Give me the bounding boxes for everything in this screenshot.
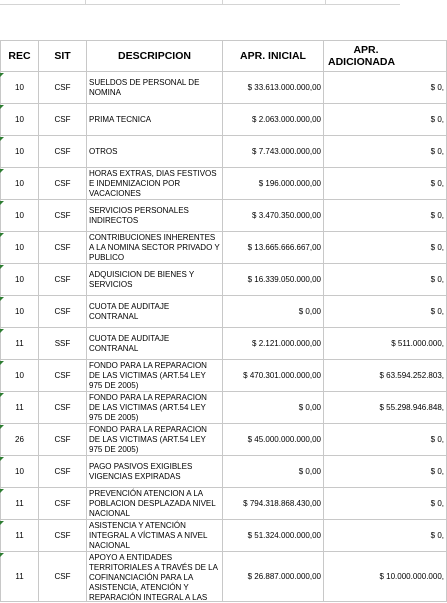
description-text: SUELDOS DE PERSONAL DE NOMINA — [89, 77, 200, 97]
table-row — [1, 488, 447, 520]
cell-apr-adicionada[interactable]: $ 0, — [324, 72, 447, 104]
cell-comment-indicator — [0, 425, 4, 429]
cell-sit[interactable]: CSF — [39, 488, 87, 520]
cell-apr-inicial[interactable]: $ 7.743.000.000,00 — [223, 136, 324, 168]
cell-comment-indicator — [0, 393, 4, 397]
cell-apr-inicial[interactable]: $ 3.470.350.000,00 — [223, 200, 324, 232]
cell-rec[interactable]: 26 — [1, 424, 39, 456]
description-text: FONDO PARA LA REPARACION DE LAS VICTIMAS (ART.54 LEY 975 DE 2005) — [89, 360, 207, 390]
cell-comment-indicator — [0, 361, 4, 365]
cell-descripcion[interactable] — [87, 104, 223, 136]
cell-comment-indicator — [0, 329, 4, 333]
cell-sit[interactable]: CSF — [39, 232, 87, 264]
cell-apr-adicionada[interactable]: $ 0, — [324, 520, 447, 552]
table-row — [1, 232, 447, 264]
cell-apr-inicial[interactable]: $ 51.324.000.000,00 — [223, 520, 324, 552]
cell-comment-indicator — [0, 73, 4, 77]
cell-descripcion[interactable] — [87, 424, 223, 456]
budget-table — [0, 40, 447, 602]
cell-sit[interactable]: CSF — [39, 552, 87, 602]
cell-comment-indicator — [0, 265, 4, 269]
table-row — [1, 552, 447, 602]
cell-descripcion[interactable] — [87, 296, 223, 328]
cell-comment-indicator — [0, 553, 4, 557]
description-text: SERVICIOS PERSONALES INDIRECTOS — [89, 205, 189, 225]
cell-apr-inicial[interactable]: $ 2.121.000.000,00 — [223, 328, 324, 360]
cell-descripcion[interactable] — [87, 392, 223, 424]
sheet-top-border — [0, 0, 400, 5]
cell-sit[interactable]: CSF — [39, 72, 87, 104]
cell-sit[interactable]: CSF — [39, 200, 87, 232]
cell-apr-adicionada[interactable]: $ 10.000.000.000, — [324, 552, 447, 602]
description-text: FONDO PARA LA REPARACION DE LAS VICTIMAS (ART.54 LEY 975 DE 2005) — [89, 424, 207, 454]
cell-apr-inicial[interactable]: $ 794.318.868.430,00 — [223, 488, 324, 520]
description-text: ASISTENCIA Y ATENCIÓN INTEGRAL A VÍCTIMAS A NIVEL NACIONAL — [89, 520, 208, 550]
header-row — [1, 41, 447, 72]
cell-comment-indicator — [0, 105, 4, 109]
cell-descripcion[interactable] — [87, 456, 223, 488]
cell-apr-adicionada[interactable]: $ 0, — [324, 264, 447, 296]
header-apr-adicionada-line1: APR. — [353, 44, 379, 56]
description-text: ADQUISICION DE BIENES Y SERVICIOS — [89, 269, 195, 289]
table-row — [1, 136, 447, 168]
table-row — [1, 168, 447, 200]
cell-rec[interactable]: 10 — [1, 200, 39, 232]
cell-apr-inicial[interactable]: $ 470.301.000.000,00 — [223, 360, 324, 392]
cell-comment-indicator — [0, 297, 4, 301]
cell-comment-indicator — [0, 137, 4, 141]
cell-descripcion[interactable] — [87, 360, 223, 392]
cell-apr-adicionada[interactable]: $ 0, — [324, 136, 447, 168]
cell-rec[interactable]: 11 — [1, 552, 39, 602]
cell-rec[interactable]: 10 — [1, 264, 39, 296]
header-rec[interactable]: REC — [1, 41, 39, 72]
description-text: CUOTA DE AUDITAJE CONTRANAL — [89, 301, 170, 321]
cell-comment-indicator — [0, 233, 4, 237]
cell-sit[interactable]: CSF — [39, 520, 87, 552]
cell-apr-adicionada[interactable]: $ 0, — [324, 168, 447, 200]
cell-descripcion[interactable] — [87, 520, 223, 552]
cell-rec[interactable]: 11 — [1, 392, 39, 424]
cell-apr-inicial[interactable]: $ 196.000.000,00 — [223, 168, 324, 200]
cell-comment-indicator — [0, 489, 4, 493]
description-text: OTROS — [89, 146, 118, 156]
description-text: PRIMA TECNICA — [89, 114, 152, 124]
cell-rec[interactable]: 10 — [1, 360, 39, 392]
cell-descripcion[interactable] — [87, 168, 223, 200]
header-apr-adicionada-line2: ADICIONADA — [328, 56, 396, 68]
cell-apr-inicial[interactable]: $ 0,00 — [223, 392, 324, 424]
table-row — [1, 424, 447, 456]
cell-sit[interactable]: CSF — [39, 392, 87, 424]
cell-apr-inicial[interactable]: $ 2.063.000.000,00 — [223, 104, 324, 136]
cell-apr-adicionada[interactable]: $ 0, — [324, 424, 447, 456]
table-row — [1, 520, 447, 552]
cell-apr-adicionada[interactable]: $ 0, — [324, 488, 447, 520]
table-row — [1, 72, 447, 104]
cell-rec[interactable]: 11 — [1, 520, 39, 552]
cell-apr-inicial[interactable]: $ 45.000.000.000,00 — [223, 424, 324, 456]
cell-sit[interactable]: CSF — [39, 360, 87, 392]
cell-sit[interactable]: CSF — [39, 168, 87, 200]
cell-comment-indicator — [0, 169, 4, 173]
cell-sit[interactable]: CSF — [39, 424, 87, 456]
cell-descripcion[interactable] — [87, 72, 223, 104]
cell-apr-adicionada[interactable]: $ 511.000.000, — [324, 328, 447, 360]
cell-apr-inicial[interactable]: $ 26.887.000.000,00 — [223, 552, 324, 602]
description-text: FONDO PARA LA REPARACION DE LAS VICTIMAS (ART.54 LEY 975 DE 2005) — [89, 392, 207, 422]
cell-apr-adicionada[interactable]: $ 0, — [324, 104, 447, 136]
cell-apr-adicionada[interactable]: $ 0, — [324, 200, 447, 232]
header-descripcion[interactable]: DESCRIPCION — [87, 41, 223, 72]
cell-apr-adicionada[interactable]: $ 0, — [324, 456, 447, 488]
header-sit[interactable]: SIT — [39, 41, 87, 72]
cell-apr-adicionada[interactable]: $ 63.594.252.803, — [324, 360, 447, 392]
table-row — [1, 456, 447, 488]
cell-sit[interactable]: CSF — [39, 296, 87, 328]
cell-apr-inicial[interactable]: $ 0,00 — [223, 296, 324, 328]
cell-descripcion[interactable] — [87, 328, 223, 360]
description-text: PREVENCIÓN ATENCION A LA POBLACION DESPLAZADA NIVEL NACIONAL — [89, 488, 216, 518]
description-text: HORAS EXTRAS, DIAS FESTIVOS E INDEMNIZACION POR VACACIONES — [89, 168, 217, 198]
cell-descripcion[interactable] — [87, 200, 223, 232]
cell-comment-indicator — [0, 201, 4, 205]
cell-rec[interactable]: 10 — [1, 104, 39, 136]
description-text: CUOTA DE AUDITAJE CONTRANAL — [89, 333, 170, 353]
description-text: CONTRIBUCIONES INHERENTES A LA NOMINA SECTOR PRIVADO Y PUBLICO — [89, 232, 220, 262]
cell-sit[interactable]: CSF — [39, 456, 87, 488]
cell-rec[interactable]: 11 — [1, 488, 39, 520]
cell-sit[interactable]: CSF — [39, 264, 87, 296]
description-text: PAGO PASIVOS EXIGIBLES VIGENCIAS EXPIRADAS — [89, 461, 193, 481]
cell-rec[interactable]: 10 — [1, 456, 39, 488]
cell-comment-indicator — [0, 457, 4, 461]
cell-rec[interactable]: 10 — [1, 232, 39, 264]
cell-rec[interactable]: 10 — [1, 296, 39, 328]
table-row — [1, 104, 447, 136]
cell-sit[interactable]: CSF — [39, 136, 87, 168]
cell-apr-adicionada[interactable]: $ 55.298.946.848, — [324, 392, 447, 424]
header-apr-adicionada[interactable] — [324, 41, 447, 72]
cell-rec[interactable]: 10 — [1, 168, 39, 200]
cell-rec[interactable]: 10 — [1, 136, 39, 168]
cell-descripcion[interactable] — [87, 232, 223, 264]
cell-apr-inicial[interactable]: $ 13.665.666.667,00 — [223, 232, 324, 264]
table-row — [1, 328, 447, 360]
table-row — [1, 392, 447, 424]
cell-apr-adicionada[interactable]: $ 0, — [324, 232, 447, 264]
table-row — [1, 360, 447, 392]
description-text: APOYO A ENTIDADES TERRITORIALES A TRAVÉS DE LA COFINANCIACIÓN PARA LA ASISTENCIA, ATENCIÓN Y REPARACIÓN INTEGRAL A LAS — [89, 552, 218, 602]
header-apr-inicial[interactable]: APR. INICIAL — [223, 41, 324, 72]
cell-apr-inicial[interactable]: $ 16.339.050.000,00 — [223, 264, 324, 296]
table-row — [1, 296, 447, 328]
cell-comment-indicator — [0, 521, 4, 525]
cell-sit[interactable]: SSF — [39, 328, 87, 360]
table-row — [1, 264, 447, 296]
cell-descripcion[interactable] — [87, 488, 223, 520]
cell-sit[interactable]: CSF — [39, 104, 87, 136]
cell-apr-adicionada[interactable]: $ 0, — [324, 296, 447, 328]
cell-descripcion[interactable] — [87, 136, 223, 168]
cell-apr-inicial[interactable]: $ 33.613.000.000,00 — [223, 72, 324, 104]
table-row — [1, 200, 447, 232]
cell-descripcion[interactable] — [87, 552, 223, 602]
cell-descripcion[interactable] — [87, 264, 223, 296]
cell-apr-inicial[interactable]: $ 0,00 — [223, 456, 324, 488]
cell-rec[interactable]: 11 — [1, 328, 39, 360]
cell-rec[interactable]: 10 — [1, 72, 39, 104]
